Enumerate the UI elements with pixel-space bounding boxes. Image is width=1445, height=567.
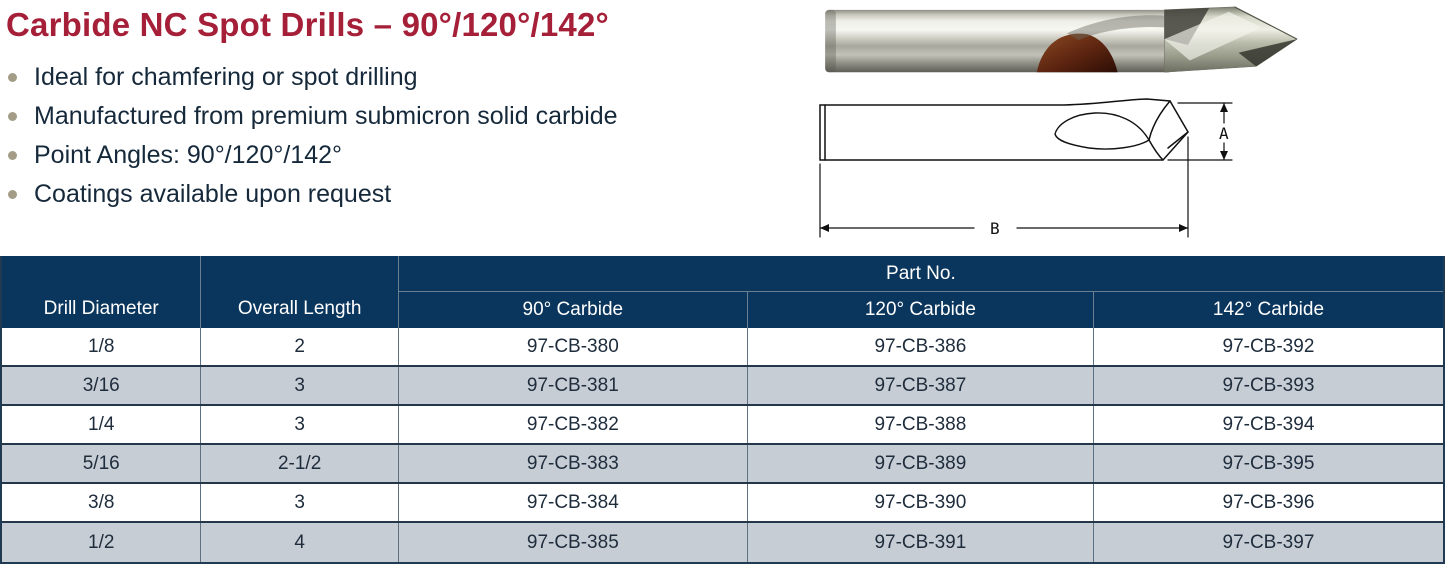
cell-part-120: 97-CB-389 <box>748 445 1094 482</box>
cell-drill-diameter: 1/4 <box>2 406 201 443</box>
cell-drill-diameter: 3/8 <box>2 484 201 521</box>
cell-overall-length: 2-1/2 <box>201 445 398 482</box>
bullet-dot-icon <box>8 190 17 199</box>
intro-section <box>6 0 806 214</box>
cell-part-142: 97-CB-395 <box>1222 452 1315 474</box>
cell-overall-length: 4 <box>201 523 398 562</box>
col-header-120-carbide: 120° Carbide <box>748 292 1094 328</box>
dim-a-label: A <box>1219 124 1229 143</box>
cell-part-120: 97-CB-387 <box>748 367 1094 404</box>
spec-table <box>0 256 1445 564</box>
table-row <box>2 484 1443 523</box>
drill-photo <box>820 4 1310 82</box>
bullet-dot-icon <box>8 73 17 82</box>
cell-drill-diameter: 1/8 <box>2 328 201 365</box>
bullet-item <box>6 136 806 175</box>
cell-part-90: 97-CB-381 <box>399 367 748 404</box>
cell-part-142: 97-CB-392 <box>1222 335 1315 357</box>
cell-drill-diameter: 5/16 <box>2 445 201 482</box>
cell-overall-length: 3 <box>201 367 398 404</box>
col-header-drill-diameter: Drill Diameter <box>2 256 201 328</box>
cell-part-90: 97-CB-385 <box>399 523 748 562</box>
cell-part-120: 97-CB-390 <box>748 484 1094 521</box>
cell-part-90: 97-CB-380 <box>399 328 748 365</box>
bullet-text: Manufactured from premium submicron solid carbide <box>34 102 618 130</box>
bullet-text: Coatings available upon request <box>34 180 392 208</box>
bullet-text: Ideal for chamfering or spot drilling <box>34 63 418 91</box>
cell-part-120: 97-CB-386 <box>748 328 1094 365</box>
spec-table-body <box>2 328 1443 562</box>
cell-drill-diameter: 3/16 <box>2 367 201 404</box>
col-header-90-carbide: 90° Carbide <box>399 292 748 328</box>
table-row <box>2 523 1443 562</box>
cell-overall-length: 3 <box>201 406 398 443</box>
cell-overall-length: 2 <box>201 328 398 365</box>
table-row <box>2 445 1443 484</box>
bullet-dot-icon <box>8 112 17 121</box>
col-header-overall-length: Overall Length <box>201 256 398 328</box>
bullet-dot-icon <box>8 151 17 160</box>
cell-part-142: 97-CB-397 <box>1222 531 1315 553</box>
cell-part-142: 97-CB-394 <box>1222 413 1315 435</box>
cell-part-90: 97-CB-383 <box>399 445 748 482</box>
col-header-part-no: Part No. <box>399 256 1443 292</box>
table-row <box>2 328 1443 367</box>
cell-part-90: 97-CB-382 <box>399 406 748 443</box>
cell-part-120: 97-CB-388 <box>748 406 1094 443</box>
spec-table-header <box>2 256 1443 328</box>
feature-bullet-list <box>6 58 806 214</box>
cell-part-142: 97-CB-396 <box>1222 491 1315 513</box>
cell-part-90: 97-CB-384 <box>399 484 748 521</box>
bullet-item <box>6 97 806 136</box>
drill-diagram-image <box>812 96 1252 248</box>
cell-drill-diameter: 1/2 <box>2 523 201 562</box>
drill-diagram <box>812 96 1252 248</box>
bullet-item <box>6 58 806 97</box>
cell-part-142: 97-CB-393 <box>1222 374 1315 396</box>
page-title: Carbide NC Spot Drills – 90°/120°/142° <box>6 6 609 43</box>
bullet-item <box>6 175 806 214</box>
table-row <box>2 367 1443 406</box>
col-header-142-carbide: 142° Carbide <box>1212 299 1325 320</box>
cell-overall-length: 3 <box>201 484 398 521</box>
dim-b-label: B <box>990 219 1000 238</box>
drill-photo-image <box>820 4 1310 82</box>
table-row <box>2 406 1443 445</box>
bullet-text: Point Angles: 90°/120°/142° <box>34 141 342 169</box>
cell-part-120: 97-CB-391 <box>748 523 1094 562</box>
